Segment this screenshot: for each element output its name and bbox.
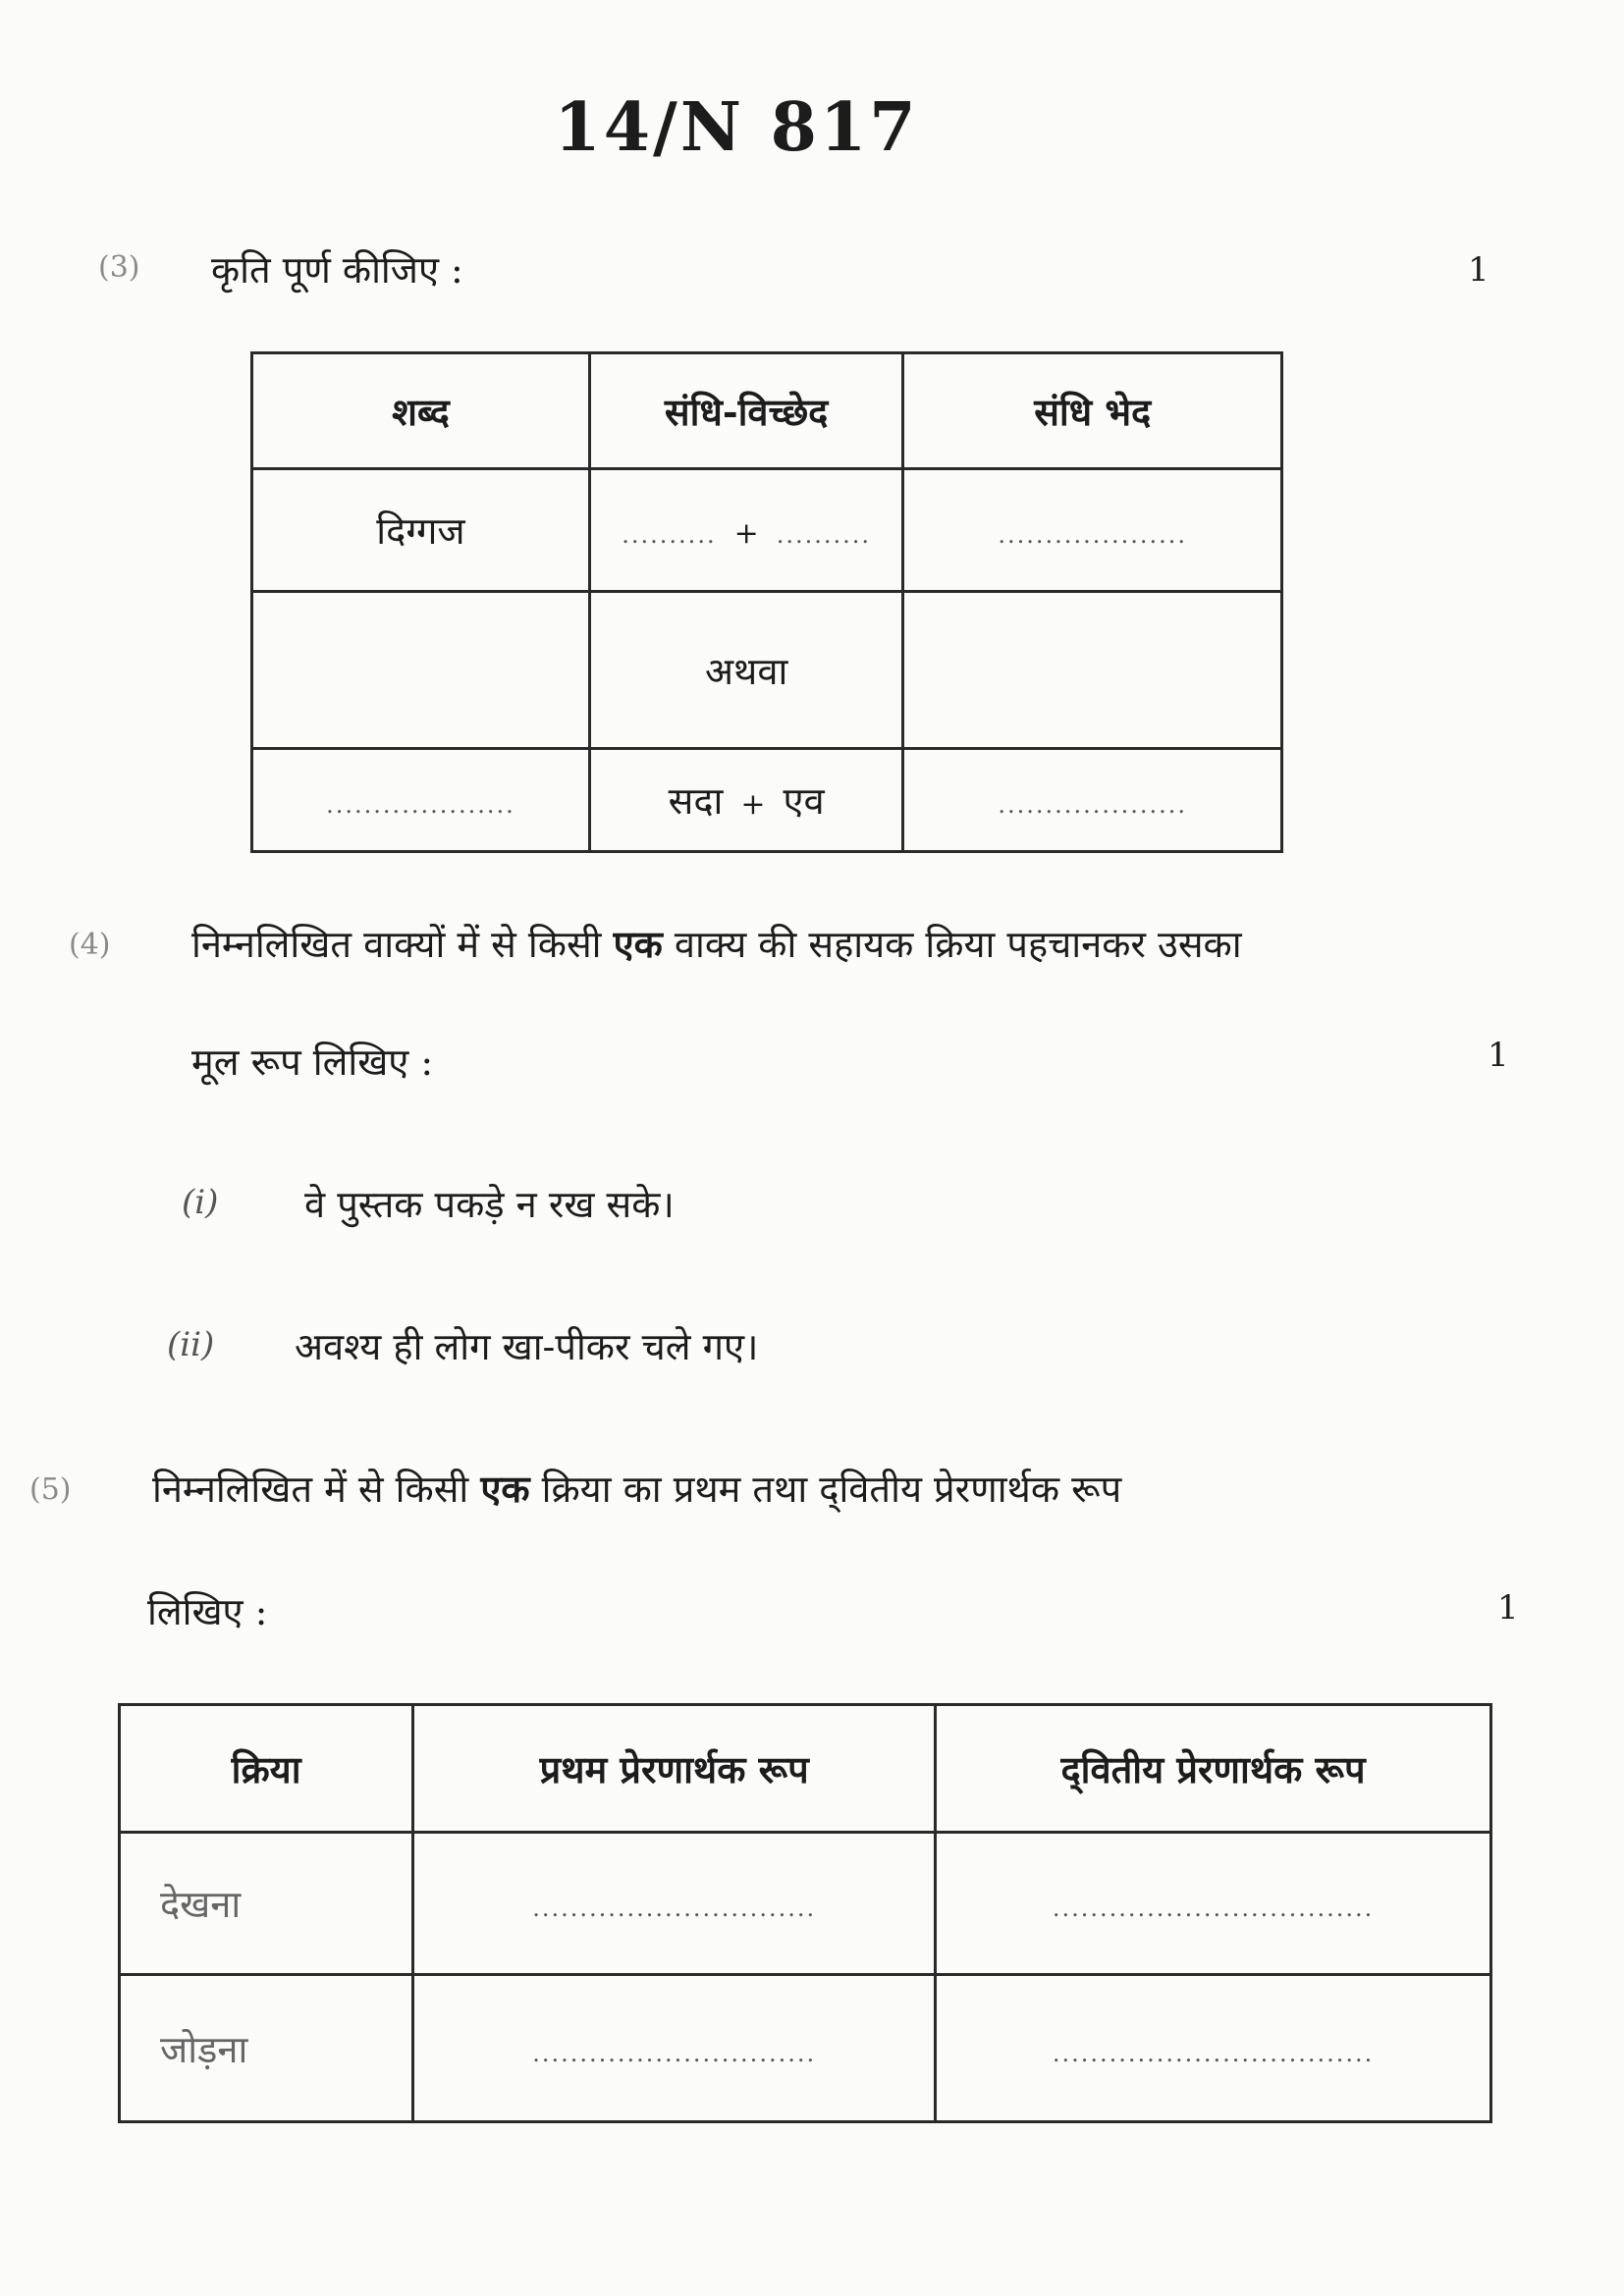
header-second-causative: द्‌वितीय प्रेरणार्थक रूप: [936, 1705, 1491, 1833]
question-5-marks: 1: [1497, 1588, 1519, 1628]
paper-code: 14/N 817: [554, 88, 919, 167]
verb-dekhna: देखना: [120, 1833, 413, 1975]
question-4-text-rest: वाक्य की सहायक क्रिया पहचानकर उसका: [674, 923, 1242, 966]
header-first-causative: प्रथम प्रेरणार्थक रूप: [413, 1705, 936, 1833]
answer-blank[interactable]: ..........: [776, 521, 872, 549]
first-causative-blank-cell[interactable]: [413, 1975, 936, 2122]
question-5-line-2: लिखिए :: [147, 1590, 268, 1633]
answer-blank[interactable]: ....................: [998, 521, 1187, 549]
word-diggaj: दिग्गज: [252, 469, 590, 592]
answer-blank[interactable]: ..............................: [532, 2039, 817, 2067]
answer-blank[interactable]: ....................: [998, 791, 1187, 819]
question-4-number: (4): [69, 928, 111, 962]
causative-table-row-2: [120, 1975, 1491, 2122]
option-i-label: (i): [182, 1183, 219, 1222]
sandhi-table-or-row: [252, 592, 1282, 749]
split-part: एव: [783, 779, 825, 823]
question-4-line-2: मूल रूप लिखिए :: [191, 1041, 434, 1084]
question-3-number: (3): [98, 250, 140, 285]
answer-blank[interactable]: ..........: [622, 521, 717, 549]
answer-blank[interactable]: ..............................: [532, 1895, 817, 1922]
question-3-instruction: कृति पूर्ण कीजिए :: [211, 248, 463, 292]
question-4-line-1: [191, 918, 1242, 969]
answer-blank[interactable]: ....................: [326, 791, 515, 819]
answer-blank[interactable]: ..................................: [1052, 1895, 1375, 1922]
word-blank-cell[interactable]: [252, 749, 590, 852]
option-i-text: वे पुस्तक पकड़े न रख सके।: [304, 1183, 675, 1226]
causative-table-header-row: [120, 1705, 1491, 1833]
question-5-text-rest: क्रिया का प्रथम तथा द्‌वितीय प्रेरणार्थक रूप: [541, 1468, 1122, 1511]
question-4-marks: 1: [1488, 1036, 1509, 1075]
option-ii-text: अवश्य ही लोग खा-पीकर चले गए।: [295, 1325, 759, 1368]
sandhi-table-row-1: [252, 469, 1282, 592]
plus-sign: +: [733, 516, 759, 551]
header-word: शब्द: [252, 353, 590, 469]
header-sandhi-split: संधि-विच्छेद: [589, 353, 903, 469]
emphasis-ek: एक: [613, 922, 663, 966]
question-5-line-1: [152, 1463, 1121, 1514]
type-blank-cell[interactable]: [903, 469, 1282, 592]
sandhi-table-row-2: [252, 749, 1282, 852]
causative-verb-table: [118, 1703, 1492, 2123]
split-blank-cell[interactable]: [589, 469, 903, 592]
header-sandhi-type: संधि भेद: [903, 353, 1282, 469]
split-part: सदा: [668, 779, 724, 823]
second-causative-blank-cell[interactable]: [936, 1833, 1491, 1975]
causative-table-row-1: [120, 1833, 1491, 1975]
empty-cell: [903, 592, 1282, 749]
type-blank-cell[interactable]: [903, 749, 1282, 852]
or-label: अथवा: [589, 592, 903, 749]
answer-blank[interactable]: ..................................: [1052, 2039, 1375, 2067]
empty-cell: [252, 592, 590, 749]
split-sada-eva: [589, 749, 903, 852]
header-verb: क्रिया: [120, 1705, 413, 1833]
plus-sign: +: [740, 787, 766, 822]
verb-jodna: जोड़ना: [120, 1975, 413, 2122]
question-5-number: (5): [29, 1472, 72, 1507]
first-causative-blank-cell[interactable]: [413, 1833, 936, 1975]
emphasis-ek: एक: [480, 1467, 530, 1511]
question-3-marks: 1: [1468, 250, 1489, 290]
question-5-text: निम्नलिखित में से किसी: [152, 1468, 469, 1511]
sandhi-table: [250, 351, 1283, 853]
second-causative-blank-cell[interactable]: [936, 1975, 1491, 2122]
question-4-text: निम्नलिखित वाक्यों में से किसी: [191, 923, 602, 966]
option-ii-label: (ii): [167, 1325, 215, 1364]
sandhi-table-header-row: [252, 353, 1282, 469]
